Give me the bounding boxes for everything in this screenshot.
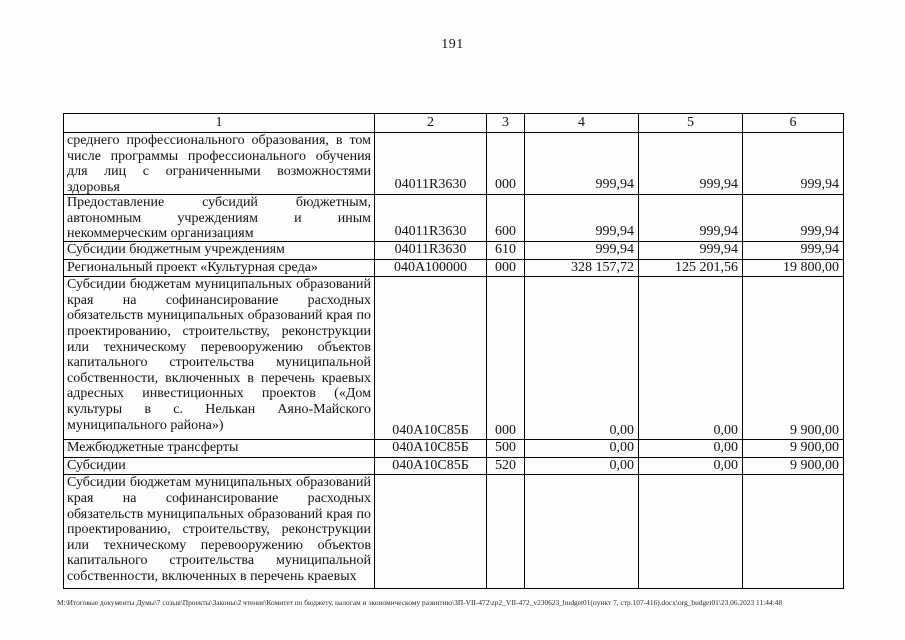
row-amount-cell: 999,94 [639, 242, 743, 260]
row-amount-cell: 9 900,00 [743, 277, 844, 440]
column-header-2: 2 [375, 114, 487, 133]
row-code-cell: 040А10С85Б [375, 457, 487, 475]
column-header-5: 5 [639, 114, 743, 133]
row-amount-cell: 999,94 [743, 242, 844, 260]
row-amount-cell [525, 475, 639, 589]
row-amount-cell: 0,00 [525, 457, 639, 475]
document-footer-path: М:\Итоговые документы Думы\7 созыв\Проекты\Законы\2 чтение\Комитет по бюджету, налогам и экономическому развитию\ЗП-VII-472\zp2_VII-472_v230623_budget01(пункт 7, стр.107-416).docx\org_budget01\23.06.2023 11:44:48 [57, 598, 783, 607]
row-expense-type-cell: 610 [487, 242, 525, 260]
table-header-row [64, 114, 844, 133]
row-amount-cell: 125 201,56 [639, 259, 743, 277]
column-header-6: 6 [743, 114, 844, 133]
row-expense-type-cell: 520 [487, 457, 525, 475]
row-expense-type-cell: 600 [487, 195, 525, 242]
row-expense-type-cell: 000 [487, 133, 525, 195]
page-number: 191 [441, 37, 464, 52]
row-expense-type-cell: 000 [487, 259, 525, 277]
row-amount-cell: 999,94 [639, 195, 743, 242]
row-amount-cell: 999,94 [525, 133, 639, 195]
column-header-4: 4 [525, 114, 639, 133]
row-amount-cell: 999,94 [525, 242, 639, 260]
row-amount-cell [639, 475, 743, 589]
row-amount-cell: 999,94 [639, 133, 743, 195]
row-amount-cell: 0,00 [639, 457, 743, 475]
row-name-cell: Межбюджетные трансферты [64, 440, 375, 458]
column-header-1: 1 [64, 114, 375, 133]
row-name-cell: Региональный проект «Культурная среда» [64, 259, 375, 277]
table-row [64, 475, 844, 589]
table-row [64, 133, 844, 195]
row-amount-cell: 9 900,00 [743, 457, 844, 475]
row-code-cell: 04011R3630 [375, 195, 487, 242]
row-code-cell: 040А100000 [375, 259, 487, 277]
row-code-cell: 040А10С85Б [375, 277, 487, 440]
row-expense-type-cell: 000 [487, 277, 525, 440]
row-name-cell: Предоставление субсидий бюджетным, автономным учреждениям и иным некоммерческим организациям [64, 195, 375, 242]
row-amount-cell: 0,00 [525, 440, 639, 458]
row-name-cell: Субсидии [64, 457, 375, 475]
row-code-cell: 04011R3630 [375, 242, 487, 260]
budget-table [63, 113, 844, 589]
row-name-cell: Субсидии бюджетным учреждениям [64, 242, 375, 260]
row-code-cell [375, 475, 487, 589]
row-code-cell: 04011R3630 [375, 133, 487, 195]
row-expense-type-cell [487, 475, 525, 589]
column-header-3: 3 [487, 114, 525, 133]
row-code-cell: 040А10С85Б [375, 440, 487, 458]
row-amount-cell: 999,94 [743, 195, 844, 242]
table-row [64, 195, 844, 242]
table-row [64, 440, 844, 458]
table-row [64, 277, 844, 440]
table-row [64, 242, 844, 260]
row-amount-cell [743, 475, 844, 589]
row-name-cell: среднего профессионального образования, в том числе программы профессионального обучения для лиц с ограниченными возможностями здоровья [64, 133, 375, 195]
table-row [64, 259, 844, 277]
row-amount-cell: 0,00 [639, 440, 743, 458]
row-name-cell: Субсидии бюджетам муниципальных образований края на софинансирование расходных обязательств муниципальных образований края по проектированию, строительству, реконструкции или техническому перевооружению объектов капитального строительства муниципальной собственности, включенных в перечень краевых [64, 475, 375, 589]
row-amount-cell: 0,00 [525, 277, 639, 440]
row-amount-cell: 0,00 [639, 277, 743, 440]
table-row [64, 457, 844, 475]
row-expense-type-cell: 500 [487, 440, 525, 458]
row-amount-cell: 9 900,00 [743, 440, 844, 458]
row-name-cell: Субсидии бюджетам муниципальных образований края на софинансирование расходных обязательств муниципальных образований края по проектированию, строительству, реконструкции или техническому перевооружению объектов капитального строительства муниципальной собственности, включенных в перечень краевых адресных инвестиционных проектов («Дом культуры в с. Нелькан Аяно-Майского муниципального района») [64, 277, 375, 440]
row-amount-cell: 19 800,00 [743, 259, 844, 277]
row-amount-cell: 328 157,72 [525, 259, 639, 277]
row-amount-cell: 999,94 [743, 133, 844, 195]
row-amount-cell: 999,94 [525, 195, 639, 242]
